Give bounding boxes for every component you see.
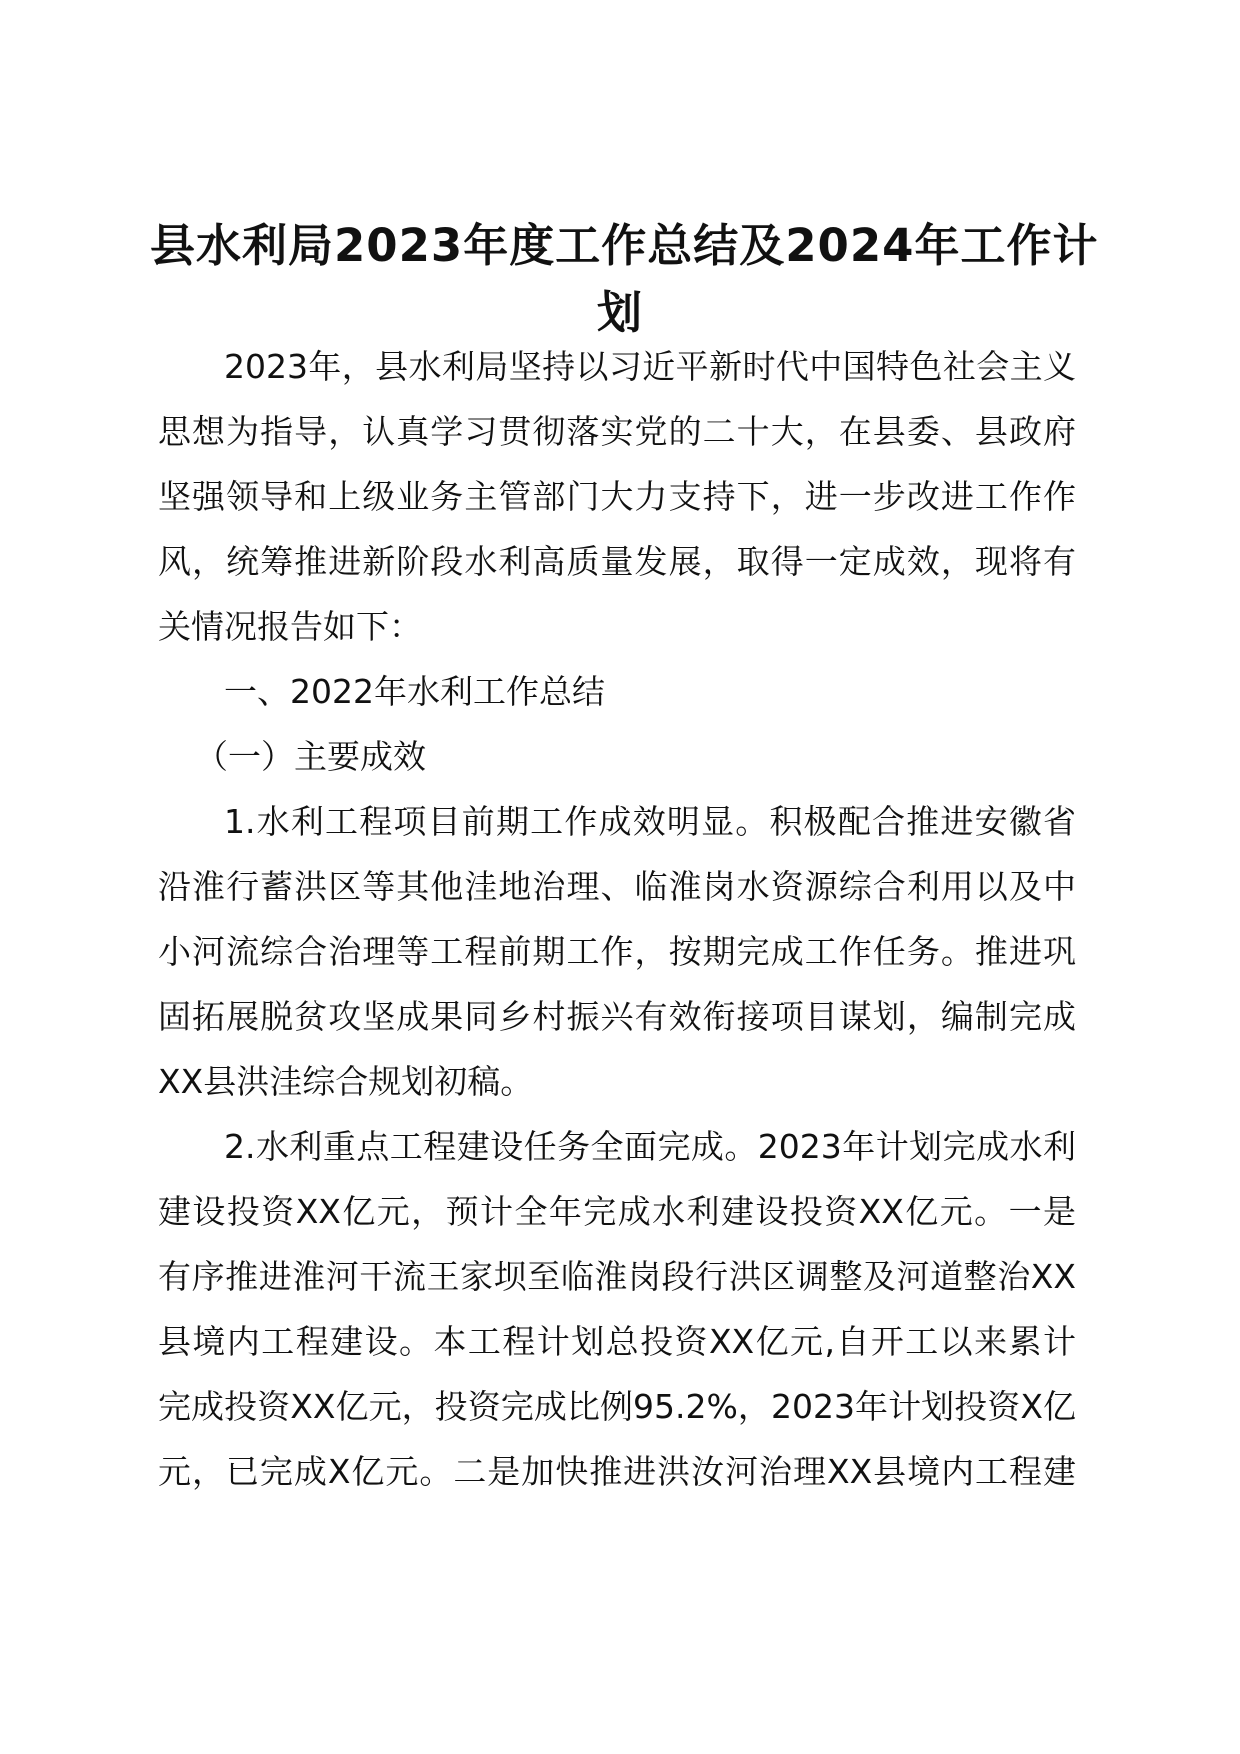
section-heading-2: （一）主要成效 xyxy=(195,737,426,776)
section-heading-1: 一、2022年水利工作总结 xyxy=(224,672,605,711)
intro-line-4: 风，统筹推进新阶段水利高质量发展，取得一定成效，现将有 xyxy=(158,542,1076,581)
item2-line-1: 2.水利重点工程建设任务全面完成。2023年计划完成水利 xyxy=(224,1127,1076,1166)
item2-line-4: 县境内工程建设。本工程计划总投资XX亿元,自开工以来累计 xyxy=(158,1322,1076,1361)
intro-line-1: 2023年，县水利局坚持以习近平新时代中国特色社会主义 xyxy=(224,347,1076,386)
document-title-line-2: 划 xyxy=(596,286,643,339)
item1-line-4: 固拓展脱贫攻坚成果同乡村振兴有效衔接项目谋划，编制完成 xyxy=(158,997,1076,1036)
item1-line-1: 1.水利工程项目前期工作成效明显。积极配合推进安徽省 xyxy=(224,802,1076,841)
item2-line-6: 元，已完成X亿元。二是加快推进洪汝河治理XX县境内工程建 xyxy=(158,1452,1076,1491)
intro-line-2: 思想为指导，认真学习贯彻落实党的二十大，在县委、县政府 xyxy=(158,412,1076,451)
item2-line-2: 建设投资XX亿元，预计全年完成水利建设投资XX亿元。一是 xyxy=(158,1192,1076,1231)
item1-line-5: XX县洪洼综合规划初稿。 xyxy=(158,1062,534,1101)
item2-line-3: 有序推进淮河干流王家坝至临淮岗段行洪区调整及河道整治XX xyxy=(158,1257,1076,1296)
item1-line-2: 沿淮行蓄洪区等其他洼地治理、临淮岗水资源综合利用以及中 xyxy=(158,867,1076,906)
intro-line-3: 坚强领导和上级业务主管部门大力支持下，进一步改进工作作 xyxy=(158,477,1076,516)
intro-line-5: 关情况报告如下： xyxy=(158,607,422,646)
document-title-line-1: 县水利局2023年度工作总结及2024年工作计 xyxy=(150,219,1099,272)
item1-line-3: 小河流综合治理等工程前期工作，按期完成工作任务。推进巩 xyxy=(158,932,1076,971)
item2-line-5: 完成投资XX亿元，投资完成比例95.2%，2023年计划投资X亿 xyxy=(158,1387,1076,1426)
